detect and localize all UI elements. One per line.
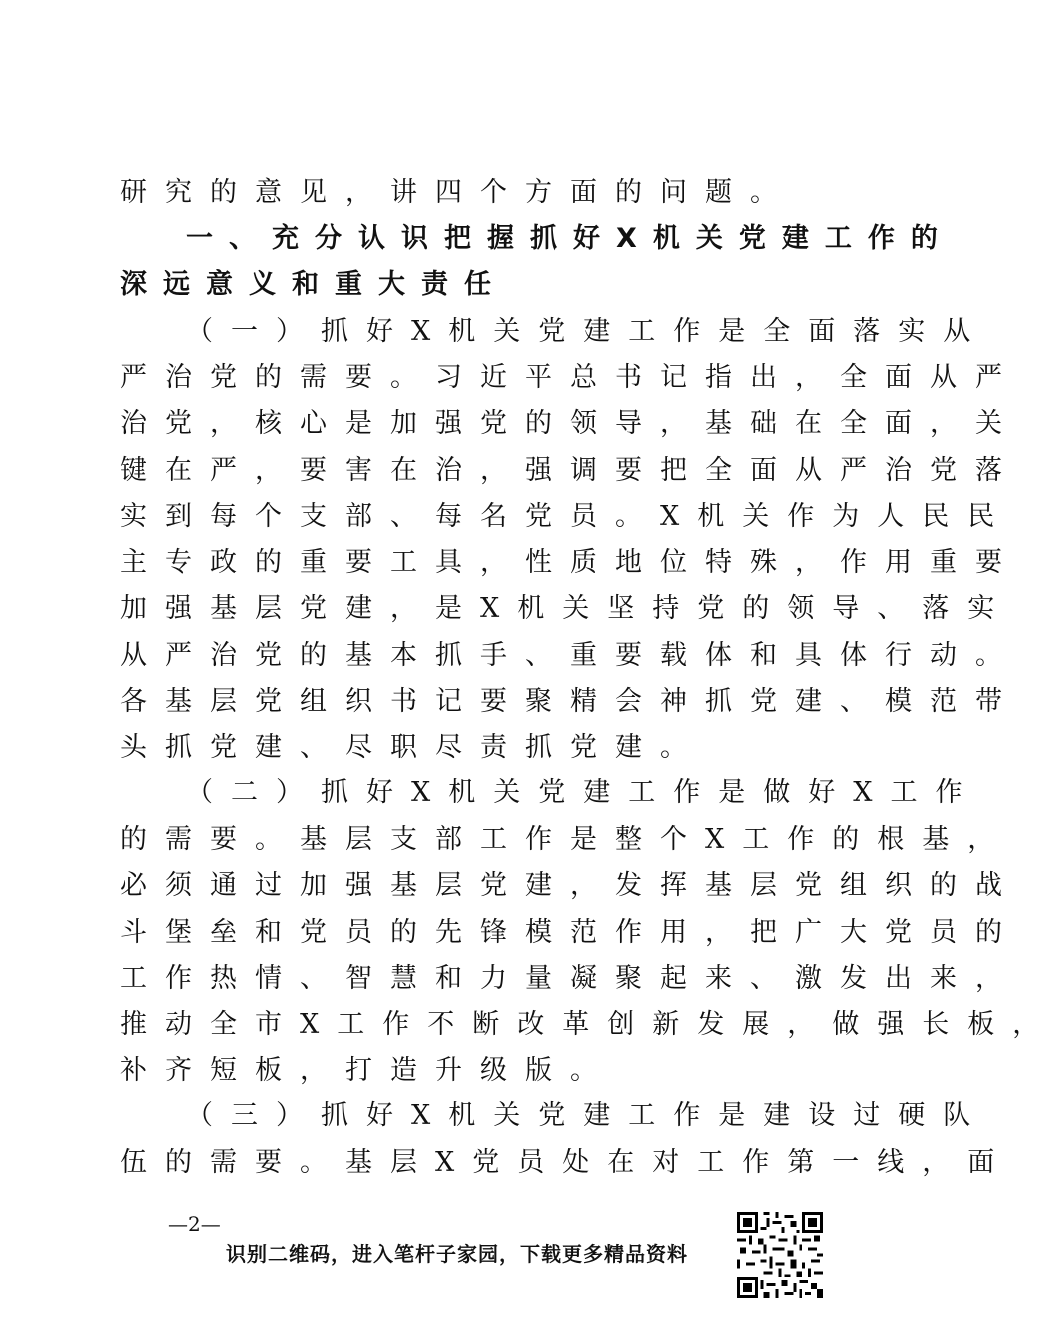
page-number: —2— (168, 1212, 221, 1236)
text-line-19: 推动全市X工作不断改革创新发展，做强长板， (120, 1009, 1057, 1040)
text-line-18: 工作热情、智慧和力量凝聚起来、激发出来， (120, 963, 1020, 994)
text-line-4: （一）抓好X机关党建工作是全面落实从 (186, 316, 989, 347)
text-line-5: 严治党的需要。习近平总书记指出，全面从严 (120, 362, 1020, 393)
section-heading-line-2: 深远意义和重大责任 (120, 269, 507, 300)
text-line-11: 从严治党的基本抓手、重要载体和具体行动。 (120, 640, 1020, 671)
text-line-1: 研究的意见，讲四个方面的问题。 (120, 177, 795, 208)
text-line-15: 的需要。基层支部工作是整个X工作的根基， (120, 824, 1013, 855)
qr-code-icon (737, 1212, 823, 1298)
text-line-7: 键在严，要害在治，强调要把全面从严治党落 (120, 455, 1020, 486)
text-line-20: 补齐短板，打造升级版。 (120, 1055, 615, 1086)
text-line-6: 治党，核心是加强党的领导，基础在全面，关 (120, 408, 1020, 439)
text-line-16: 必须通过加强基层党建，发挥基层党组织的战 (120, 870, 1020, 901)
text-line-10: 加强基层党建，是X机关坚持党的领导、落实 (120, 593, 1013, 624)
section-heading-line-1: 一、充分认识把握抓好X机关党建工作的 (186, 223, 954, 254)
text-line-14: （二）抓好X机关党建工作是做好X工作 (186, 777, 981, 808)
text-line-8: 实到每个支部、每名党员。X机关作为人民民 (120, 501, 1013, 532)
text-line-9: 主专政的重要工具，性质地位特殊，作用重要 (120, 547, 1020, 578)
text-line-12: 各基层党组织书记要聚精会神抓党建、模范带 (120, 686, 1020, 717)
text-line-21: （三）抓好X机关党建工作是建设过硬队 (186, 1100, 989, 1131)
text-line-22: 伍的需要。基层X党员处在对工作第一线，面 (120, 1147, 1013, 1178)
text-line-17: 斗堡垒和党员的先锋模范作用，把广大党员的 (120, 917, 1020, 948)
text-line-13: 头抓党建、尽职尽责抓党建。 (120, 732, 705, 763)
footer-promo-text: 识别二维码，进入笔杆子家园，下载更多精品资料 (226, 1242, 688, 1266)
